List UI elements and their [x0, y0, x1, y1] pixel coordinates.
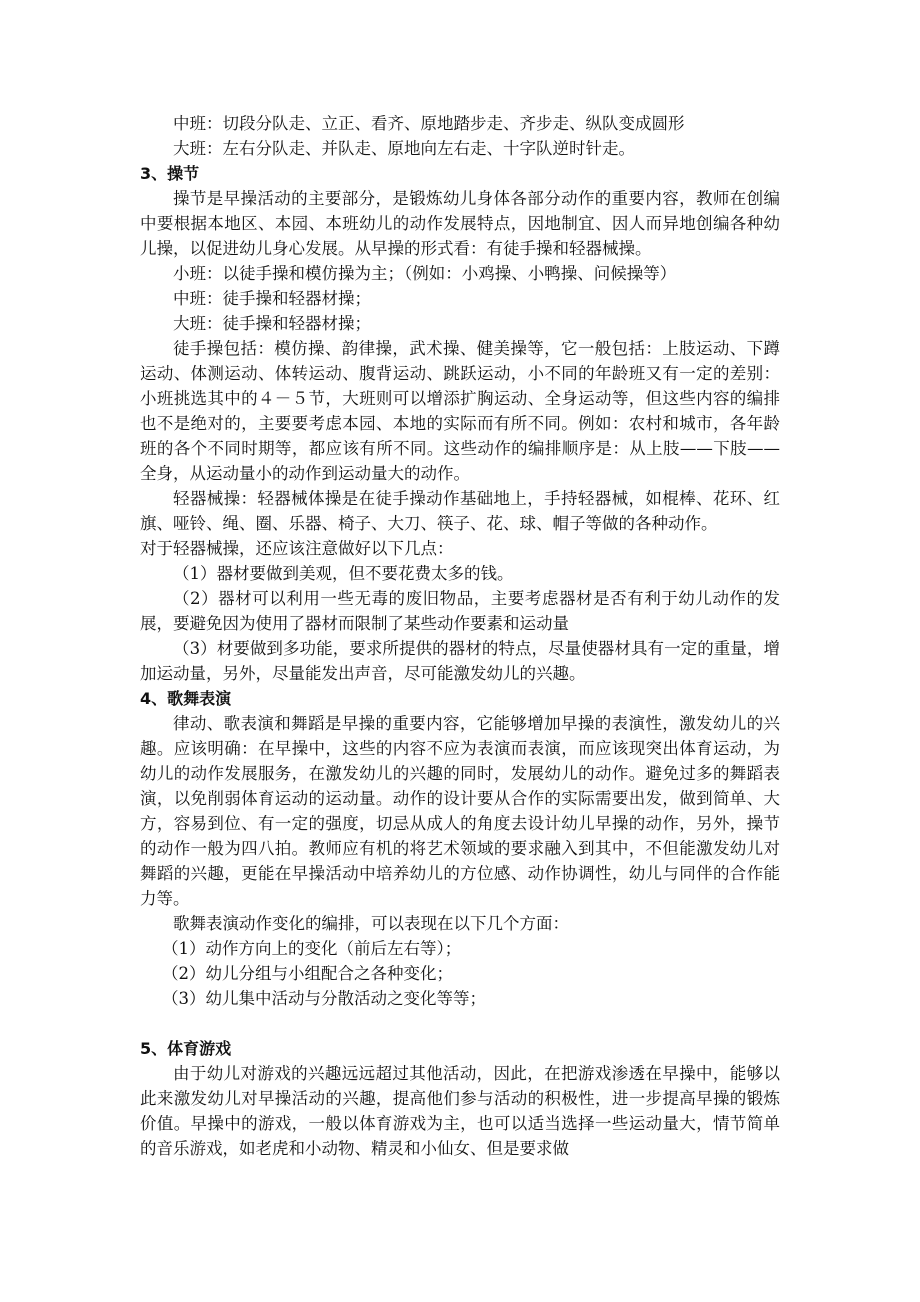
section-3-note-1: （1）器材要做到美观，但不要花费太多的钱。	[173, 564, 514, 583]
section-3-junior: 小班：以徒手操和模仿操为主；（例如：小鸡操、小鸭操、问候操等）	[173, 264, 677, 283]
section-3-note-2: （2）器材可以利用一些无毒的废旧物品，主要考虑器材是否有利于幼儿动作的发展，要避免因为使用了器材而限制了某些动作要素和运动量	[140, 589, 780, 633]
section-4-body: 律动、歌表演和舞蹈是早操的重要内容，它能够增加早操的表演性，激发幼儿的兴趣。应该明确：在早操中，这些的内容不应为表演而表演，而应该现突出体育运动，为幼儿的动作发展服务，在激发幼儿的兴趣的同时，发展幼儿的动作。避免过多的舞蹈表演，以免削弱体育运动的运动量。动作的设计要从合作的实际需要出发，做到简单、大方，容易到位、有一定的强度，切忌从成人的角度去设计幼儿早操的动作，另外，操节的动作一般为四八拍。教师应有机的将艺术领域的要求融入到其中，不但能激发幼儿对舞蹈的兴趣，更能在早操活动中培养幼儿的方位感、动作协调性，幼儿与同伴的合作能力等。	[140, 714, 780, 908]
section-3-notes-intro: 对于轻器械操，还应该注意做好以下几点：	[140, 539, 454, 558]
blank-line	[140, 1011, 780, 1036]
section-4-variation-3: （3）幼儿集中活动与分散活动之变化等等；	[162, 989, 486, 1008]
section-5-body: 由于幼儿对游戏的兴趣远远超过其他活动，因此，在把游戏渗透在早操中，能够以此来激发幼儿对早操活动的兴趣，提高他们参与活动的积极性，进一步提高早操的锻炼价值。早操中的游戏，一般以体育游戏为主，也可以适当选择一些运动量大，情节简单的音乐游戏，如老虎和小动物、精灵和小仙女、但是要求做	[140, 1064, 780, 1158]
section-3-middle: 中班：徒手操和轻器材操；	[173, 289, 371, 308]
section-3-freehand: 徒手操包括：模仿操、韵律操，武术操、健美操等，它一般包括：上肢运动、下蹲运动、体测运动、体转运动、腹背运动、跳跃运动，小不同的年龄班又有一定的差别：小班挑选其中的４－５节，大班则可以增添扩胸运动、全身运动等，但这些内容的编排也不是绝对的，主要要考虑本园、本地的实际而有所不同。例如：农村和城市，各年龄班的各个不同时期等，都应该有所不同。这些动作的编排顺序是：从上肢——下肢——全身，从运动量小的动作到运动量大的动作。	[140, 339, 780, 483]
section-3-heading: 3、操节	[140, 164, 200, 183]
formation-middle-line: 中班：切段分队走、立正、看齐、原地踏步走、齐步走、纵队变成圆形	[173, 114, 685, 133]
section-3-apparatus: 轻器械操：轻器械体操是在徒手操动作基础地上，手持轻器械，如棍棒、花环、红旗、哑铃、绳、圈、乐器、椅子、大刀、筷子、花、球、帽子等做的各种动作。	[140, 489, 780, 533]
section-3-intro: 操节是早操活动的主要部分，是锻炼幼儿身体各部分动作的重要内容，教师在创编中要根据本地区、本园、本班幼儿的动作发展特点，因地制宜、因人而异地创编各种幼儿操，以促进幼儿身心发展。从早操的形式看：有徒手操和轻器械操。	[140, 189, 780, 258]
section-4-heading: 4、歌舞表演	[140, 689, 232, 708]
section-5-heading: 5、体育游戏	[140, 1039, 232, 1058]
section-4-variation-1: （1）动作方向上的变化（前后左右等）；	[162, 939, 462, 958]
formation-senior-line: 大班：左右分队走、并队走、原地向左右走、十字队逆时针走。	[173, 139, 635, 158]
section-4-variation-2: （2）幼儿分组与小组配合之各种变化；	[162, 964, 453, 983]
section-3-note-3: （3）材要做到多功能，要求所提供的器材的特点，尽量使器材具有一定的重量，增加运动量，另外，尽量能发出声音，尽可能激发幼儿的兴趣。	[140, 639, 780, 683]
section-4-variations-intro: 歌舞表演动作变化的编排，可以表现在以下几个方面：	[173, 914, 569, 933]
document-page	[140, 111, 780, 1161]
section-3-senior: 大班：徒手操和轻器材操；	[173, 314, 371, 333]
